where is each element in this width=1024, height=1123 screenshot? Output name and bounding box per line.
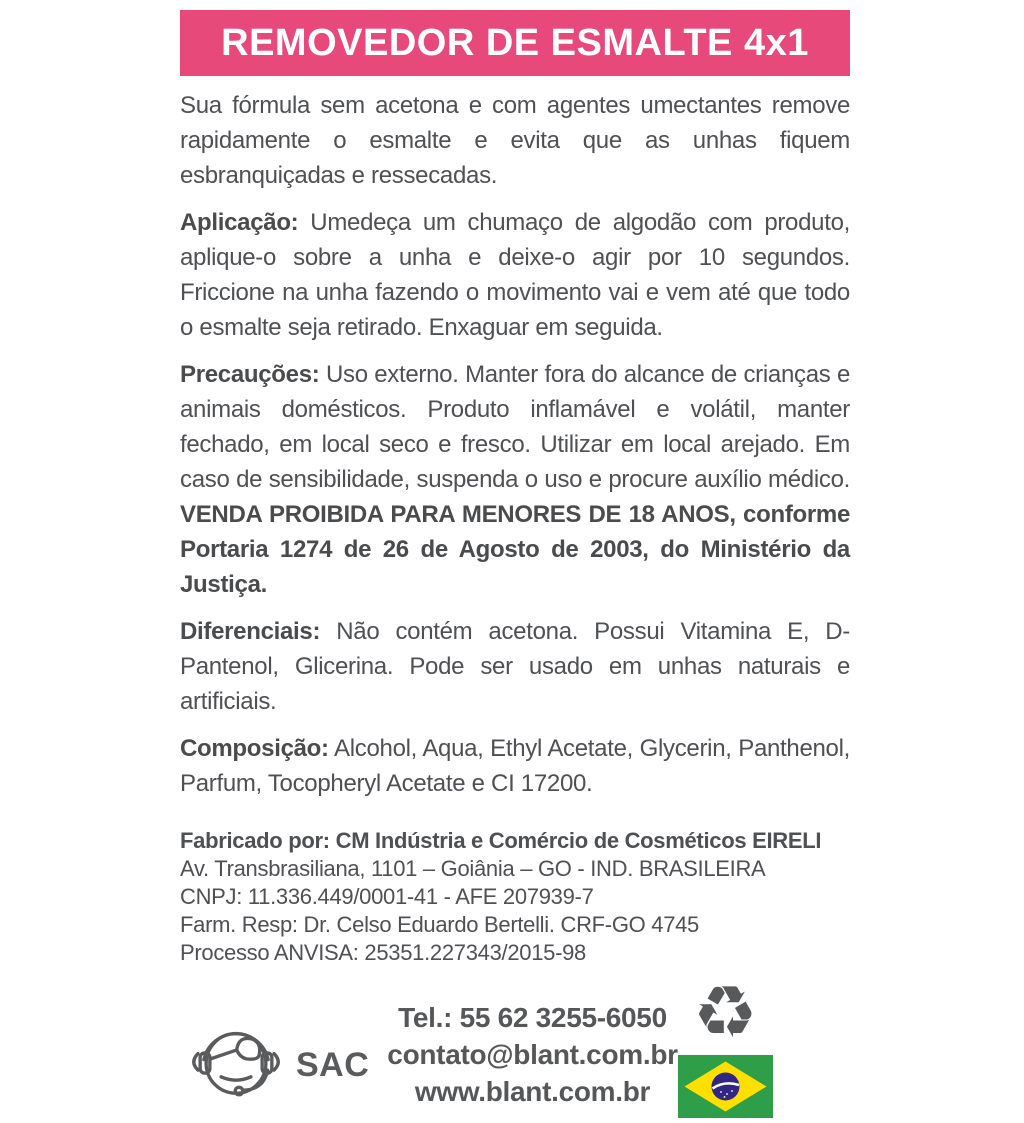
contact-block [387, 999, 677, 1110]
diferenciais-paragraph [180, 614, 850, 719]
precaucoes-paragraph [180, 357, 850, 602]
precaucoes-label: Precauções: [180, 361, 320, 388]
sac-label: SAC [296, 1046, 370, 1084]
intro-text: Sua fórmula sem acetona e com agentes umectantes remove rapidamente o esmalte e evita que as unhas fiquem esbranquiçadas e ressecadas. [180, 92, 850, 189]
diferenciais-text: Não contém acetona. Possui Vitamina E, D-Pantenol, Glicerina. Pode ser usado em unhas naturais e artificiais. [180, 618, 850, 715]
manufacturer-block [180, 827, 850, 967]
composicao-text: Alcohol, Aqua, Ethyl Acetate, Glycerin, Panthenol, Parfum, Tocopheryl Acetate e CI 17200. [180, 735, 850, 797]
manufacturer-anvisa: Processo ANVISA: 25351.227343/2015-98 [180, 940, 586, 965]
precaucoes-warning-text: VENDA PROIBIDA PARA MENORES DE 18 ANOS, conforme Portaria 1274 de 26 de Agosto de 2003, do Ministério da Justiça. [180, 501, 850, 598]
website-url: www.blant.com.br [414, 1076, 651, 1107]
aplicacao-paragraph [180, 205, 850, 345]
headset-support-icon [180, 1015, 292, 1116]
manufacturer-cnpj: CNPJ: 11.336.449/0001-41 - AFE 207939-7 [180, 884, 594, 909]
composicao-label: Composição: [180, 735, 329, 762]
footer-icons [678, 970, 773, 1123]
recycling-icon: ♻ [692, 970, 758, 1054]
manufacturer-name: Fabricado por: CM Indústria e Comércio de Cosméticos EIRELI [180, 828, 822, 853]
brazil-flag-icon [678, 1055, 773, 1123]
precaucoes-text: Uso externo. Manter fora do alcance de crianças e animais domésticos. Produto inflamável e volátil, manter fechado, em local seco e fresco. Utilizar em local arejado. Em caso de sensibilidade, suspenda o uso e procure auxílio médico. [180, 361, 851, 493]
intro-paragraph [180, 88, 850, 193]
composicao-paragraph [180, 731, 850, 801]
label-content [180, 10, 850, 1123]
phone-number: Tel.: 55 62 3255-6050 [398, 1002, 667, 1033]
aplicacao-label: Aplicação: [180, 209, 299, 236]
manufacturer-pharmacist: Farm. Resp: Dr. Celso Eduardo Bertelli. CRF-GO 4745 [180, 912, 699, 937]
aplicacao-text: Umedeça um chumaço de algodão com produto, aplique-o sobre a unha e deixe-o agir por 10 segundos. Friccione na unha fazendo o movimento vai e vem até que todo o esmalte seja retirado. Enxaguar em seguida. [180, 209, 850, 341]
page-title: REMOVEDOR DE ESMALTE 4x1 [221, 21, 809, 64]
sac-group [180, 1015, 369, 1116]
footer [180, 970, 850, 1123]
title-banner [180, 10, 850, 76]
contact-email: contato@blant.com.br [387, 1039, 678, 1070]
diferenciais-label: Diferenciais: [180, 618, 321, 645]
manufacturer-address: Av. Transbrasiliana, 1101 – Goiânia – GO - IND. BRASILEIRA [180, 856, 766, 881]
